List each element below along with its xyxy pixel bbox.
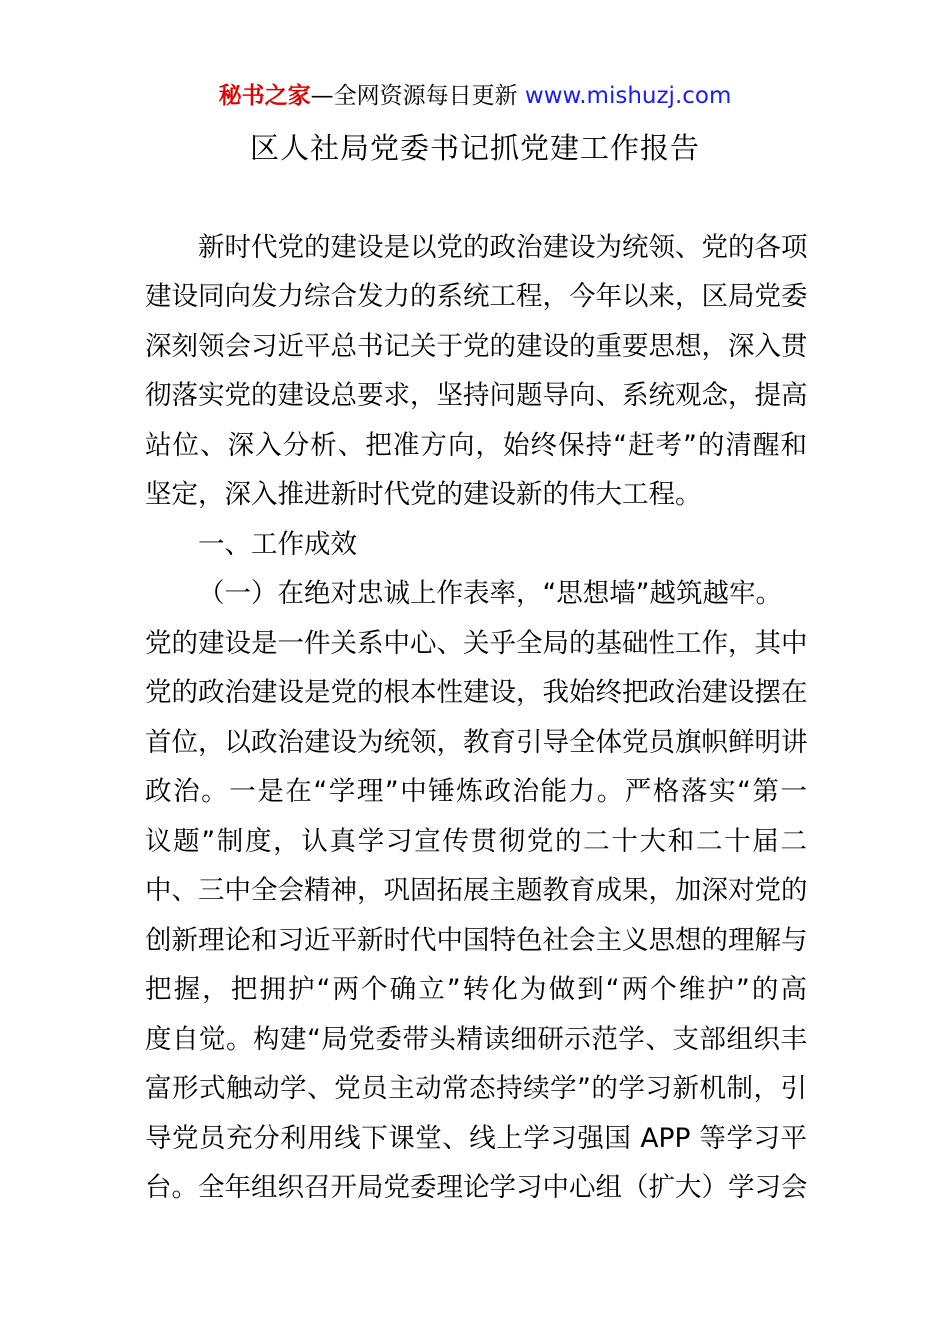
body-line: 富形式触动学、党员主动常态持续学”的学习新机制，引 bbox=[145, 1073, 807, 1104]
subsection-heading: （一）在绝对忠诚上作表率，“思想墙”越筑越牢。 bbox=[198, 578, 782, 609]
body-line: 首位，以政治建设为统领，教育引导全体党员旗帜鲜明讲 bbox=[145, 727, 808, 758]
body-line: 建设同向发力综合发力的系统工程，今年以来，区局党委 bbox=[145, 281, 808, 312]
body-line: 议题”制度，认真学习宣传贯彻党的二十大和二十届二 bbox=[145, 826, 807, 857]
site-header bbox=[0, 80, 950, 112]
site-brand: 秘书之家 bbox=[218, 83, 311, 109]
body-line: 度自觉。构建“局党委带头精读细研示范学、支部组织丰 bbox=[145, 1024, 807, 1055]
body-line: 把握，把拥护“两个确立”转化为做到“两个维护”的高 bbox=[145, 974, 807, 1005]
body-line: 台。全年组织召开局党委理论学习中心组（扩大）学习会 bbox=[145, 1172, 808, 1203]
body-line: 党的建设是一件关系中心、关乎全局的基础性工作，其中 bbox=[145, 628, 808, 659]
body-line: 中、三中全会精神，巩固拓展主题教育成果，加深对党的 bbox=[145, 875, 808, 906]
section-heading: 一、工作成效 bbox=[198, 529, 357, 560]
body-line: 政治。一是在“学理”中锤炼政治能力。严格落实“第一 bbox=[145, 776, 807, 807]
site-tagline: —全网资源每日更新 bbox=[310, 83, 518, 109]
site-url: www.mishuzj.com bbox=[524, 83, 732, 109]
body-line: 导党员充分利用线下课堂、线上学习强国 APP 等学习平 bbox=[145, 1123, 807, 1154]
body-line: 坚定，深入推进新时代党的建设新的伟大工程。 bbox=[145, 479, 702, 510]
body-line: 彻落实党的建设总要求，坚持问题导向、系统观念，提高 bbox=[145, 380, 808, 411]
document-title: 区人社局党委书记抓党建工作报告 bbox=[249, 131, 700, 165]
body-line: 新时代党的建设是以党的政治建设为统领、党的各项 bbox=[198, 232, 808, 263]
body-line: 创新理论和习近平新时代中国特色社会主义思想的理解与 bbox=[145, 925, 808, 956]
body-line: 党的政治建设是党的根本性建设，我始终把政治建设摆在 bbox=[145, 677, 808, 708]
body-line: 站位、深入分析、把准方向，始终保持“赶考”的清醒和 bbox=[145, 430, 807, 461]
body-line: 深刻领会习近平总书记关于党的建设的重要思想，深入贯 bbox=[145, 331, 808, 362]
